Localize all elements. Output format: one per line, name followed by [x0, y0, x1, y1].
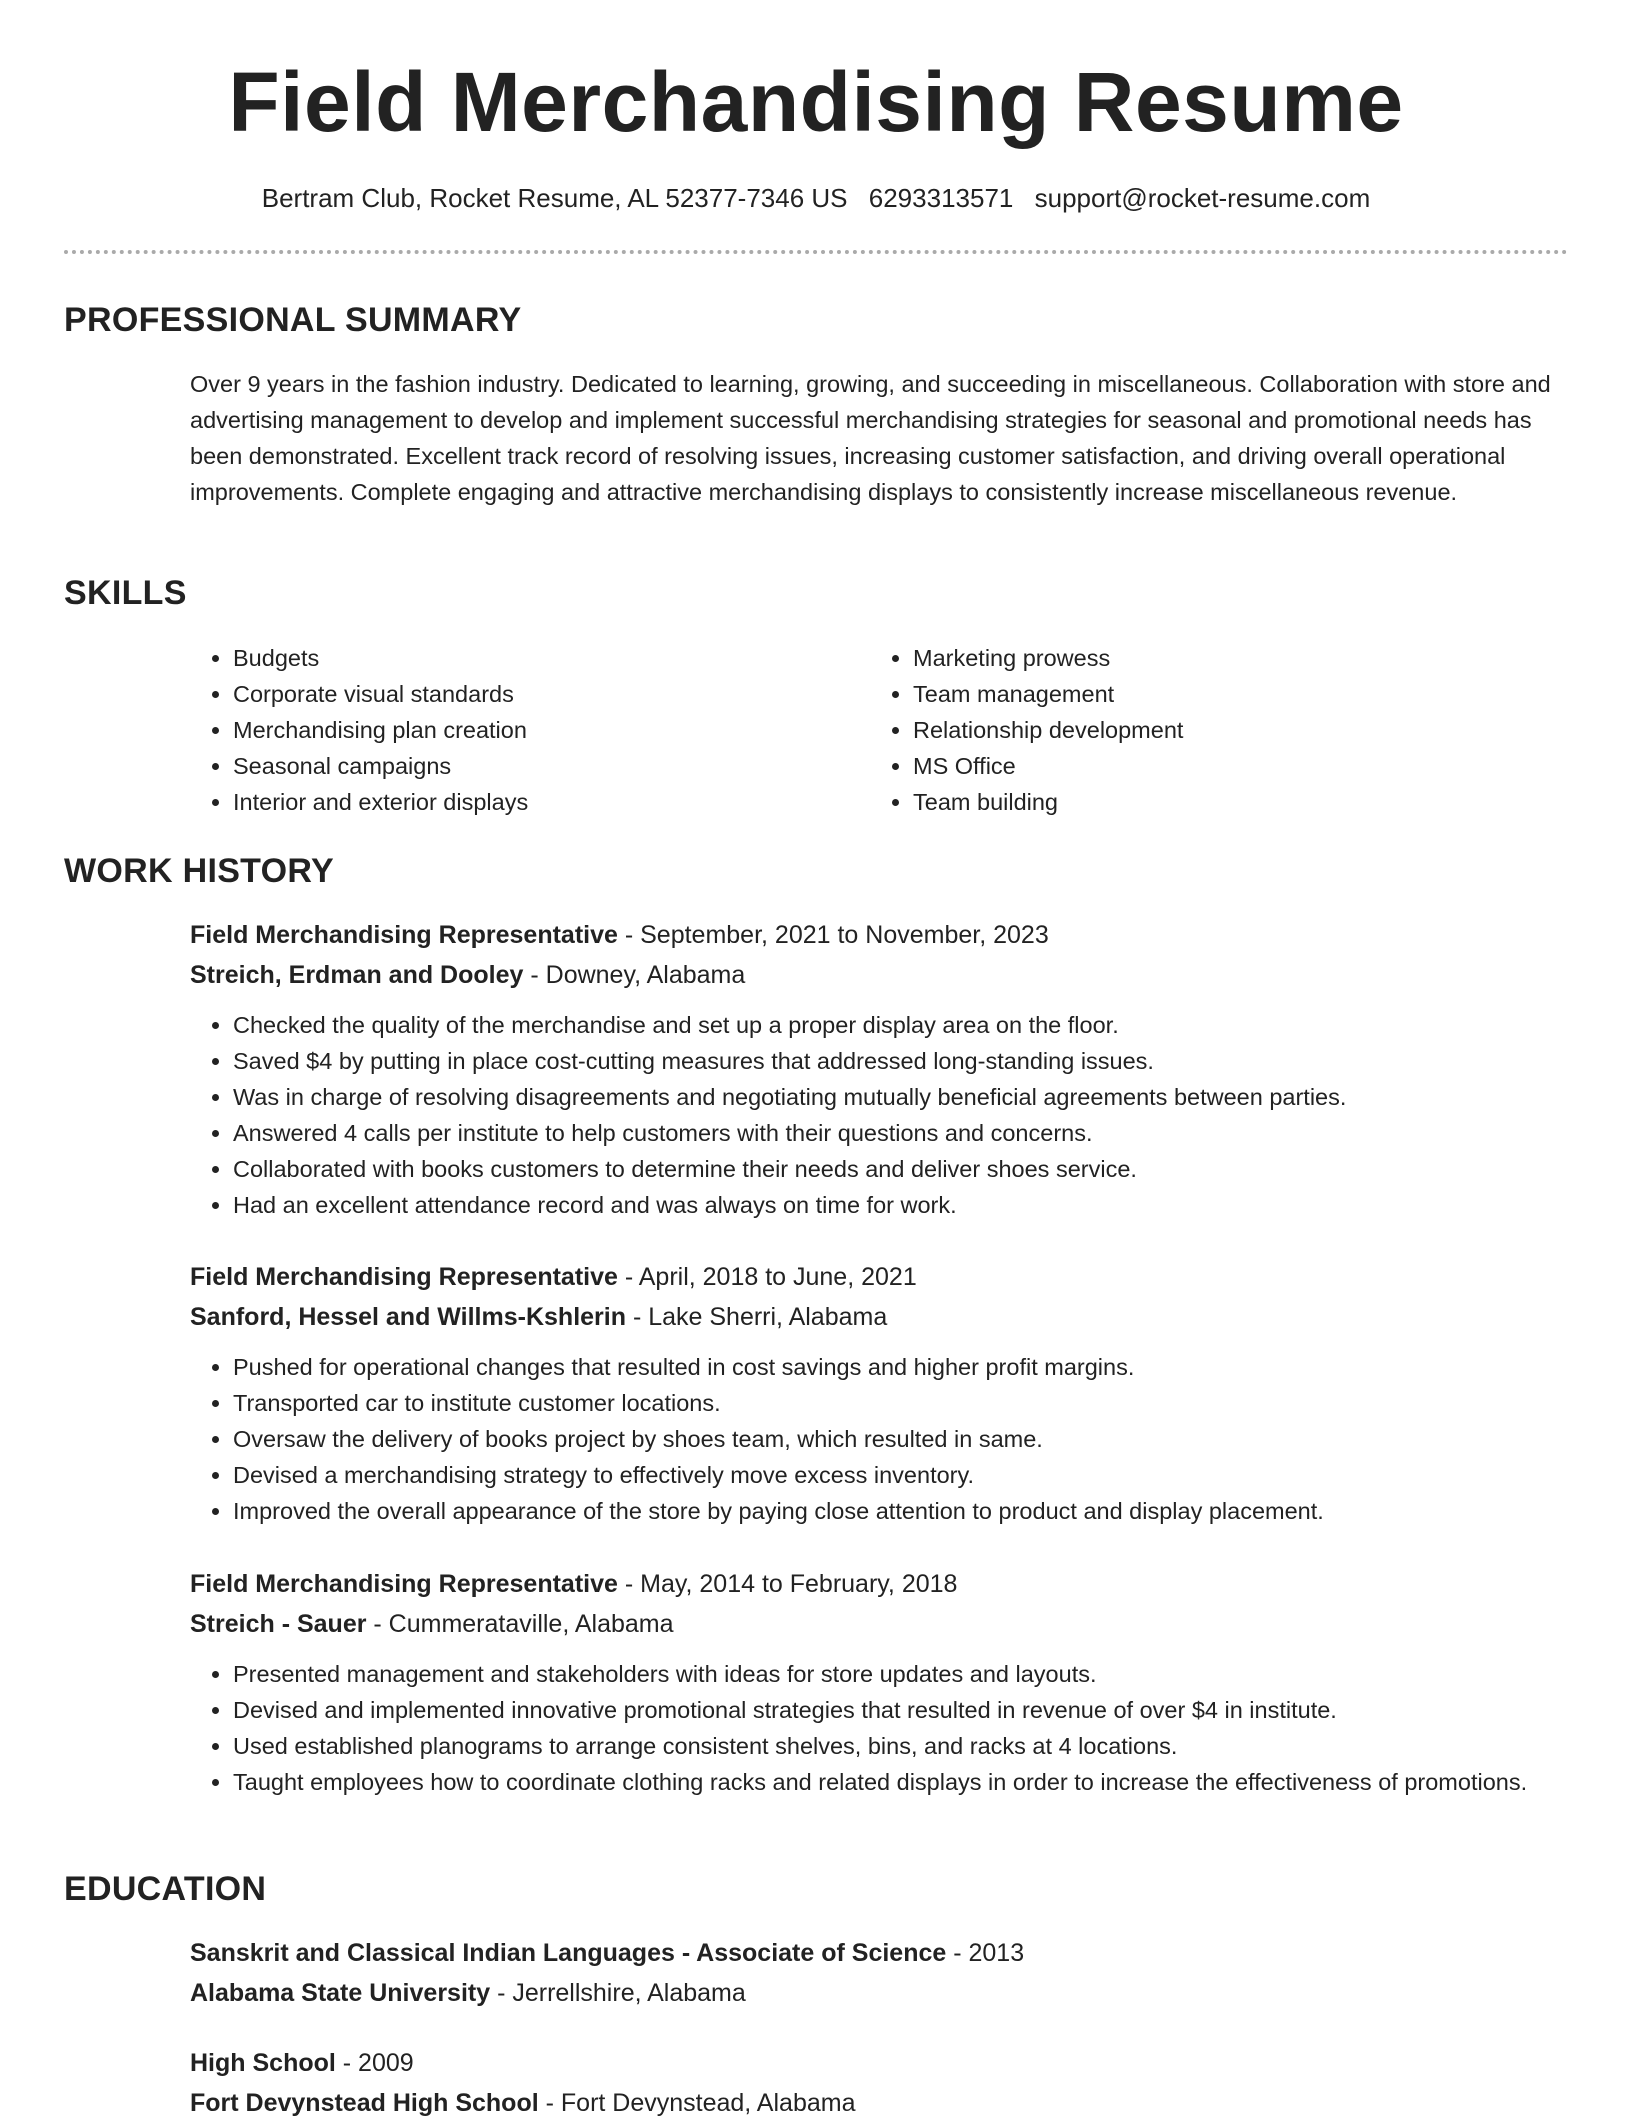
job-title-line: [190, 1564, 1570, 1604]
work-history-heading: WORK HISTORY: [64, 852, 334, 890]
skill-item: • Relationship development: [913, 712, 1183, 748]
job-company-line: [190, 1297, 1570, 1337]
job-company-line: [190, 955, 1570, 995]
job-bullet: • Devised a merchandising strategy to effectively move excess inventory.: [233, 1457, 1570, 1493]
skill-item: • Team building: [913, 784, 1183, 820]
skill-item: • MS Office: [913, 748, 1183, 784]
job-company: Streich, Erdman and Dooley: [190, 961, 524, 989]
job-title: Field Merchandising Representative: [190, 1570, 618, 1598]
job-bullet: • Had an excellent attendance record and was always on time for work.: [233, 1187, 1570, 1223]
job-bullet: • Improved the overall appearance of the store by paying close attention to product and display placement.: [233, 1493, 1570, 1529]
job-location: - Downey, Alabama: [523, 961, 746, 989]
job-bullet: • Transported car to institute customer locations.: [233, 1385, 1570, 1421]
education-heading: EDUCATION: [64, 1870, 267, 1908]
job-title: Field Merchandising Representative: [190, 921, 618, 949]
education-year: - 2013: [946, 1939, 1025, 1967]
job-entry: [190, 1564, 1570, 1800]
skills-heading: SKILLS: [64, 574, 187, 612]
job-company-line: [190, 1604, 1570, 1644]
job-bullet: • Checked the quality of the merchandise and set up a proper display area on the floor.: [233, 1007, 1570, 1043]
contact-address: Bertram Club, Rocket Resume, AL 52377-7346 US: [261, 183, 848, 213]
skill-item: • Budgets: [233, 640, 528, 676]
summary-heading: PROFESSIONAL SUMMARY: [64, 301, 522, 339]
job-entry: [190, 915, 1570, 1223]
job-dates: - May, 2014 to February, 2018: [617, 1570, 958, 1598]
education-location: - Jerrellshire, Alabama: [490, 1979, 746, 2007]
job-dates: - April, 2018 to June, 2021: [617, 1263, 917, 1291]
job-bullet: • Answered 4 calls per institute to help customers with their questions and concerns.: [233, 1115, 1570, 1151]
skill-item: • Seasonal campaigns: [233, 748, 528, 784]
skill-item: • Corporate visual standards: [233, 676, 528, 712]
education-degree-line: [190, 1933, 1570, 1973]
job-bullets: [190, 1656, 1570, 1800]
education-school-line: [190, 1973, 1570, 2013]
job-bullet: • Saved $4 by putting in place cost-cutting measures that addressed long-standing issues.: [233, 1043, 1570, 1079]
job-entry: [190, 1257, 1570, 1529]
job-company: Streich - Sauer: [190, 1610, 367, 1638]
education-degree: High School: [190, 2049, 336, 2077]
job-bullets: [190, 1349, 1570, 1529]
education-year: - 2009: [335, 2049, 414, 2077]
job-title-line: [190, 915, 1570, 955]
job-title-line: [190, 1257, 1570, 1297]
job-bullet: • Oversaw the delivery of books project by shoes team, which resulted in same.: [233, 1421, 1570, 1457]
education-entry: [190, 2043, 1570, 2123]
job-company: Sanford, Hessel and Willms-Kshlerin: [190, 1303, 626, 1331]
contact-email: support@rocket-resume.com: [1034, 183, 1371, 213]
skills-list: [190, 640, 1570, 820]
skill-item: • Interior and exterior displays: [233, 784, 528, 820]
job-location: - Cummerataville, Alabama: [366, 1610, 674, 1638]
education-degree-line: [190, 2043, 1570, 2083]
header-divider: [64, 250, 1568, 254]
education-school: Alabama State University: [190, 1979, 491, 2007]
job-bullet: • Was in charge of resolving disagreements and negotiating mutually beneficial agreements between parties.: [233, 1079, 1570, 1115]
job-bullet: • Devised and implemented innovative promotional strategies that resulted in revenue of over $4 in institute.: [233, 1692, 1570, 1728]
education-school-line: [190, 2083, 1570, 2123]
job-bullet: • Taught employees how to coordinate clothing racks and related displays in order to increase the effectiveness of promotions.: [233, 1764, 1570, 1800]
job-location: - Lake Sherri, Alabama: [626, 1303, 888, 1331]
job-bullet: • Used established planograms to arrange consistent shelves, bins, and racks at 4 locations.: [233, 1728, 1570, 1764]
contact-phone: 6293313571: [868, 183, 1014, 213]
contact-line: [0, 180, 1632, 216]
job-bullet: • Pushed for operational changes that resulted in cost savings and higher profit margins.: [233, 1349, 1570, 1385]
skill-item: • Merchandising plan creation: [233, 712, 528, 748]
skills-column-left: [190, 640, 528, 820]
summary-text: Over 9 years in the fashion industry. Dedicated to learning, growing, and succeeding in miscellaneous. Collaboration with store and advertising management to develop and implement successful merchandising strategies for seasonal and promotional needs has been demonstrated. Excellent track record of resolving issues, increasing customer satisfaction, and driving overall operational improvements. Complete engaging and attractive merchandising displays to consistently increase miscellaneous revenue.: [190, 371, 1551, 505]
education-degree: Sanskrit and Classical Indian Languages - Associate of Science: [190, 1939, 947, 1967]
education-school: Fort Devynstead High School: [190, 2089, 539, 2117]
skill-item: • Team management: [913, 676, 1183, 712]
job-bullets: [190, 1007, 1570, 1223]
resume-title: Field Merchandising Resume: [228, 55, 1404, 149]
job-bullet: • Collaborated with books customers to determine their needs and deliver shoes service.: [233, 1151, 1570, 1187]
job-bullet: • Presented management and stakeholders with ideas for store updates and layouts.: [233, 1656, 1570, 1692]
skills-column-right: [870, 640, 1183, 820]
job-dates: - September, 2021 to November, 2023: [617, 921, 1049, 949]
education-entry: [190, 1933, 1570, 2013]
skill-item: • Marketing prowess: [913, 640, 1183, 676]
job-title: Field Merchandising Representative: [190, 1263, 618, 1291]
education-location: - Fort Devynstead, Alabama: [538, 2089, 856, 2117]
